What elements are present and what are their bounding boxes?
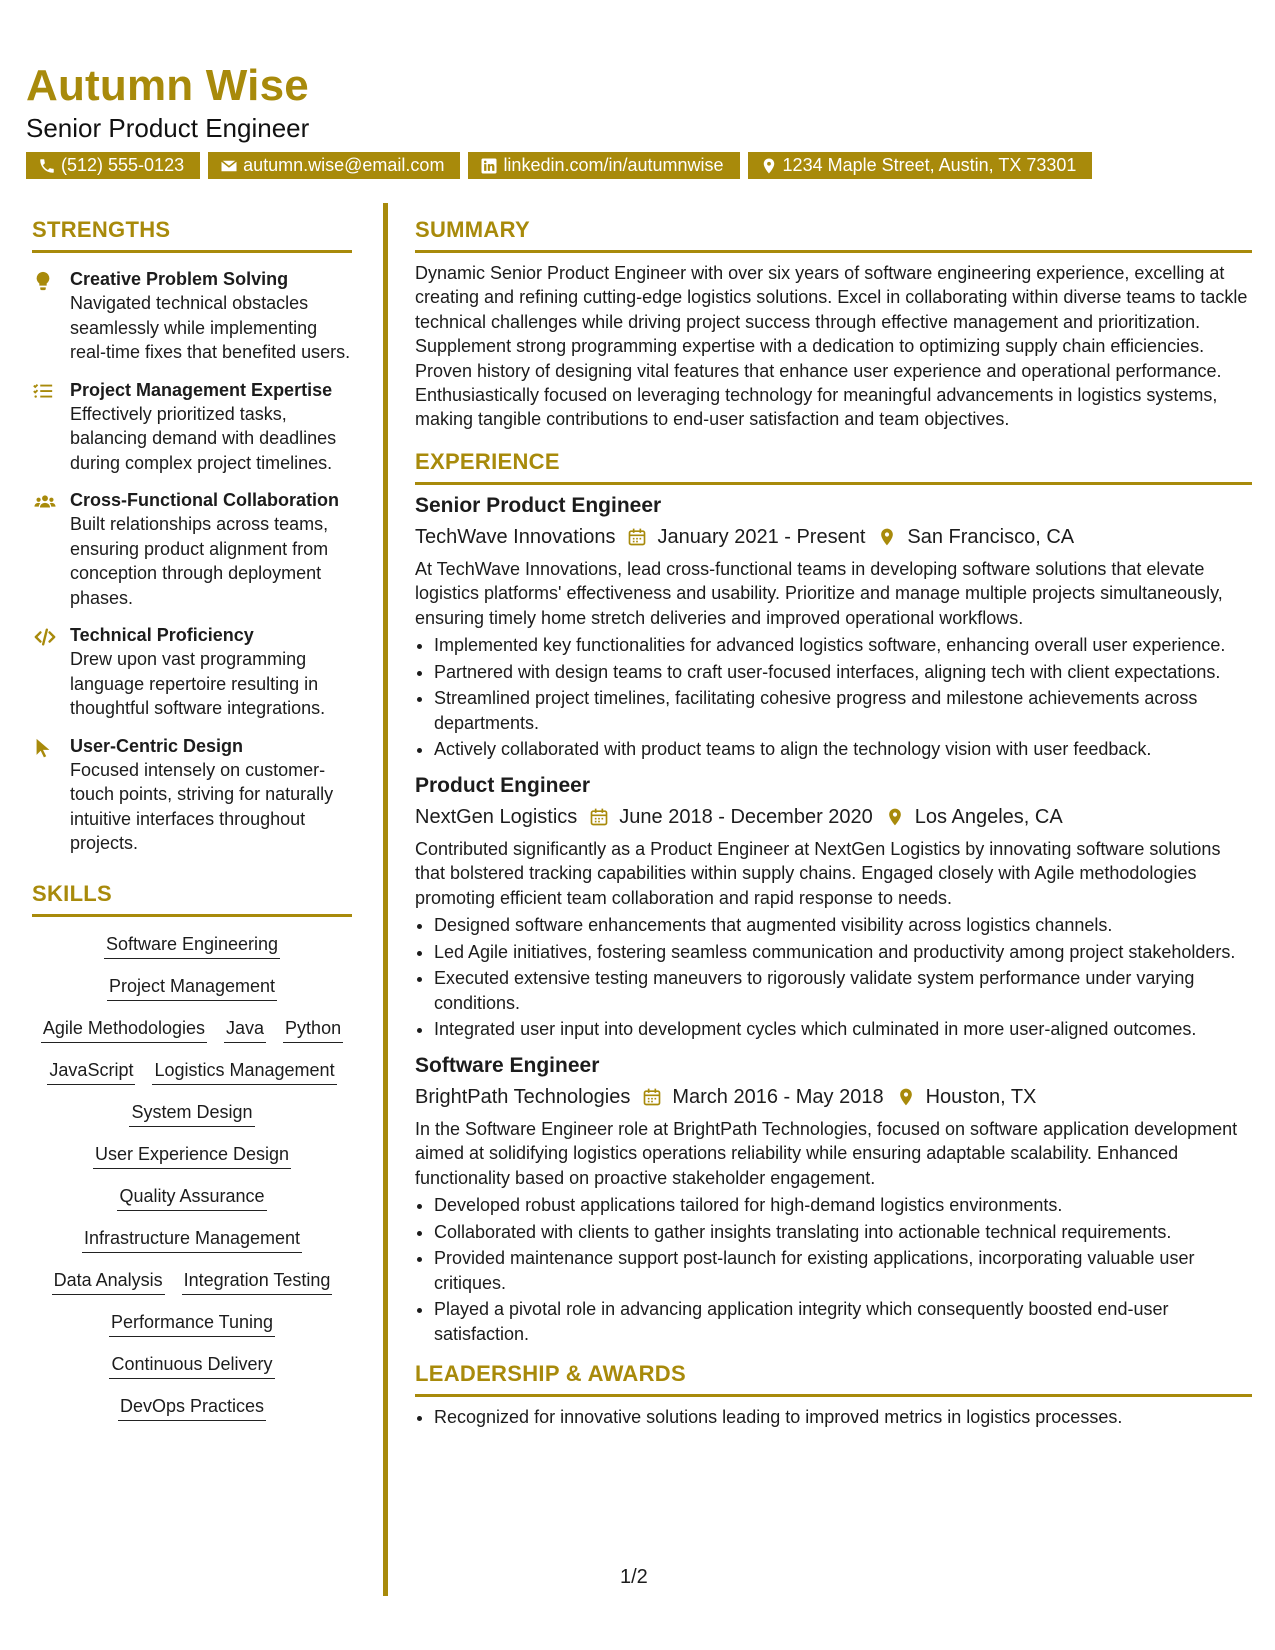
experience-heading: EXPERIENCE bbox=[415, 448, 560, 474]
skills-section bbox=[32, 880, 352, 1435]
job-title: Software Engineer bbox=[415, 1053, 600, 1077]
skills-heading: SKILLS bbox=[32, 880, 113, 906]
contact-address bbox=[748, 152, 1093, 179]
contact-phone-text: (512) 555-0123 bbox=[61, 155, 185, 175]
right-column bbox=[415, 216, 1252, 1432]
skill-tag: Logistics Management bbox=[152, 1057, 336, 1085]
summary-heading: SUMMARY bbox=[415, 217, 530, 242]
strengths-section bbox=[32, 216, 352, 856]
skill-tag: Project Management bbox=[107, 973, 277, 1001]
summary-text: Dynamic Senior Product Engineer with over six years of software engineering experience, excelling at creating and refining cutting-edge logistics solutions. Excel in collaborating within diverse teams to tackle technical challenges while driving project success through effective management and prioritization. Supplement strong programming expertise with a dedication to optimizing supply chain efficiencies. Proven history of designing vital features that enhance user experience and operational performance. Enthusiastically focused on leveraging technology for meaningful advancements in logistics systems, making tangible contributions to end-user satisfaction and team objectives. bbox=[415, 263, 1248, 430]
resume-header bbox=[26, 60, 309, 144]
skill-tag: Infrastructure Management bbox=[82, 1225, 302, 1253]
skill-tag: Data Analysis bbox=[52, 1267, 165, 1295]
lightbulb-icon bbox=[32, 270, 54, 292]
skill-tag: User Experience Design bbox=[93, 1141, 291, 1169]
candidate-title: Senior Product Engineer bbox=[26, 113, 310, 143]
job-bullet: • Integrated user input into development cycles which culminated in more user-aligned outcomes. bbox=[434, 1017, 1252, 1042]
strength-item bbox=[32, 734, 352, 856]
experience-section bbox=[415, 448, 1252, 1347]
contact-email[interactable] bbox=[208, 152, 460, 179]
job-company: BrightPath Technologies bbox=[415, 1085, 631, 1108]
job-dates: June 2018 - December 2020 bbox=[619, 805, 873, 828]
job-description: In the Software Engineer role at BrightPath Technologies, focused on software application development aimed at solidifying logistics operations reliability while ensuring adaptable scalability. Enhanced functionality based on proactive stakeholder engagement. bbox=[415, 1118, 1238, 1188]
section-rule bbox=[32, 914, 352, 917]
contact-linkedin-text: linkedin.com/in/autumnwise bbox=[503, 155, 724, 175]
strength-desc: Drew upon vast programming language repertoire resulting in thoughtful software integrations. bbox=[70, 649, 326, 718]
job-meta bbox=[415, 1082, 1252, 1112]
job-location: Houston, TX bbox=[925, 1085, 1037, 1108]
strength-title: Technical Proficiency bbox=[70, 625, 254, 645]
map-pin-icon bbox=[760, 157, 778, 175]
job-location: San Francisco, CA bbox=[907, 525, 1075, 548]
skill-tag: Performance Tuning bbox=[109, 1309, 275, 1337]
job-title: Senior Product Engineer bbox=[415, 493, 662, 517]
strength-title: Cross-Functional Collaboration bbox=[70, 490, 340, 510]
column-divider bbox=[383, 203, 388, 1596]
job-description: Contributed significantly as a Product Engineer at NextGen Logistics by innovating software solutions that bolstered tracking capabilities within supply chains. Engaged closely with Agile methodologies promoting efficient team collaboration and rapid response to needs. bbox=[415, 838, 1221, 908]
map-pin-icon bbox=[877, 527, 897, 547]
job-bullet: • Implemented key functionalities for advanced logistics software, enhancing overall user experience. bbox=[434, 633, 1252, 658]
job-bullet: • Actively collaborated with product teams to align the technology vision with user feedback. bbox=[434, 737, 1252, 762]
job-bullets bbox=[415, 633, 1252, 762]
skill-tag: Quality Assurance bbox=[117, 1183, 266, 1211]
strength-item bbox=[32, 378, 352, 476]
map-pin-icon bbox=[896, 1087, 916, 1107]
strength-desc: Effectively prioritized tasks, balancing demand with deadlines during complex project timelines. bbox=[70, 403, 337, 473]
strength-title: Project Management Expertise bbox=[70, 379, 333, 400]
skill-tag: DevOps Practices bbox=[118, 1393, 266, 1421]
job-bullet: • Executed extensive testing maneuvers to rigorously validate system performance under varying conditions. bbox=[434, 966, 1252, 1015]
job-meta bbox=[415, 522, 1252, 552]
task-list-icon bbox=[32, 381, 54, 403]
skill-tag: Python bbox=[283, 1015, 343, 1043]
job-company: NextGen Logistics bbox=[415, 805, 578, 828]
strength-item bbox=[32, 488, 352, 610]
page-number: 1/2 bbox=[620, 1566, 648, 1588]
section-rule bbox=[415, 250, 1252, 253]
cursor-icon bbox=[32, 737, 54, 759]
section-rule bbox=[415, 1394, 1252, 1397]
job-bullet: • Played a pivotal role in advancing application integrity which consequently boosted end-user satisfaction. bbox=[434, 1297, 1252, 1346]
linkedin-icon bbox=[480, 157, 498, 175]
strength-desc: Focused intensely on customer-touch points, striving for naturally intuitive interfaces throughout projects. bbox=[70, 759, 334, 853]
job-bullet: • Led Agile initiatives, fostering seamless communication and productivity among project stakeholders. bbox=[434, 940, 1252, 965]
job-company: TechWave Innovations bbox=[415, 525, 616, 548]
contact-phone[interactable] bbox=[26, 152, 200, 179]
strengths-heading: STRENGTHS bbox=[32, 217, 171, 242]
job-bullet: • Developed robust applications tailored for high-demand logistics environments. bbox=[434, 1193, 1252, 1218]
job-bullet: • Collaborated with clients to gather insights translating into actionable technical requirements. bbox=[434, 1220, 1252, 1245]
strength-desc: Navigated technical obstacles seamlessly while implementing real-time fixes that benefited users. bbox=[70, 293, 351, 362]
job-bullets bbox=[415, 1193, 1252, 1346]
award-item: • Recognized for innovative solutions leading to improved metrics in logistics processes. bbox=[434, 1405, 1252, 1430]
calendar-icon bbox=[627, 527, 647, 547]
job-entry bbox=[415, 492, 1252, 762]
contact-linkedin[interactable] bbox=[468, 152, 739, 179]
section-rule bbox=[415, 482, 1252, 485]
strength-title: User-Centric Design bbox=[70, 735, 244, 756]
phone-icon bbox=[38, 157, 56, 175]
skill-tag: System Design bbox=[129, 1099, 254, 1127]
contact-address-text: 1234 Maple Street, Austin, TX 73301 bbox=[782, 155, 1077, 175]
awards-section bbox=[415, 1360, 1252, 1430]
summary-section bbox=[415, 216, 1252, 432]
job-dates: March 2016 - May 2018 bbox=[672, 1085, 884, 1108]
envelope-icon bbox=[220, 157, 238, 175]
job-bullet: • Provided maintenance support post-launch for existing applications, incorporating valuable user critiques. bbox=[434, 1246, 1252, 1295]
job-bullet: • Streamlined project timelines, facilitating cohesive progress and milestone achievements across departments. bbox=[434, 686, 1252, 735]
contact-email-text: autumn.wise@email.com bbox=[243, 155, 445, 175]
skill-tag: Agile Methodologies bbox=[41, 1015, 207, 1043]
job-description: At TechWave Innovations, lead cross-functional teams in developing software solutions that elevate logistics platforms' effectiveness and usability. Prioritize and manage multiple projects simultaneously, ensuring timely home stretch deliveries and improved operational workflows. bbox=[415, 558, 1223, 628]
strength-item bbox=[32, 623, 352, 721]
calendar-icon bbox=[642, 1087, 662, 1107]
skill-tag: Java bbox=[224, 1015, 266, 1043]
job-dates: January 2021 - Present bbox=[657, 525, 866, 548]
strength-title: Creative Problem Solving bbox=[70, 269, 289, 289]
job-entry bbox=[415, 772, 1252, 1042]
job-meta bbox=[415, 802, 1252, 832]
skill-tag: JavaScript bbox=[47, 1057, 135, 1085]
users-icon bbox=[32, 491, 58, 513]
awards-heading: LEADERSHIP & AWARDS bbox=[415, 1361, 686, 1387]
awards-list bbox=[415, 1405, 1252, 1430]
job-bullet: • Designed software enhancements that augmented visibility across logistics channels. bbox=[434, 913, 1252, 938]
contact-bar bbox=[26, 152, 1092, 179]
map-pin-icon bbox=[885, 807, 905, 827]
job-location: Los Angeles, CA bbox=[914, 805, 1063, 828]
strength-desc: Built relationships across teams, ensuring product alignment from conception through deployment phases. bbox=[70, 514, 329, 608]
left-column bbox=[32, 216, 352, 1435]
skill-tag: Integration Testing bbox=[182, 1267, 333, 1295]
code-icon bbox=[32, 626, 58, 648]
calendar-icon bbox=[589, 807, 609, 827]
job-entry bbox=[415, 1052, 1252, 1347]
section-rule bbox=[32, 250, 352, 253]
skills-list bbox=[32, 931, 352, 1435]
job-bullets bbox=[415, 913, 1252, 1042]
skill-tag: Continuous Delivery bbox=[109, 1351, 274, 1379]
candidate-name: Autumn Wise bbox=[26, 61, 309, 110]
job-bullet: • Partnered with design teams to craft user-focused interfaces, aligning tech with client expectations. bbox=[434, 660, 1252, 685]
skill-tag: Software Engineering bbox=[104, 931, 280, 959]
strength-item bbox=[32, 267, 352, 365]
job-title: Product Engineer bbox=[415, 773, 591, 797]
